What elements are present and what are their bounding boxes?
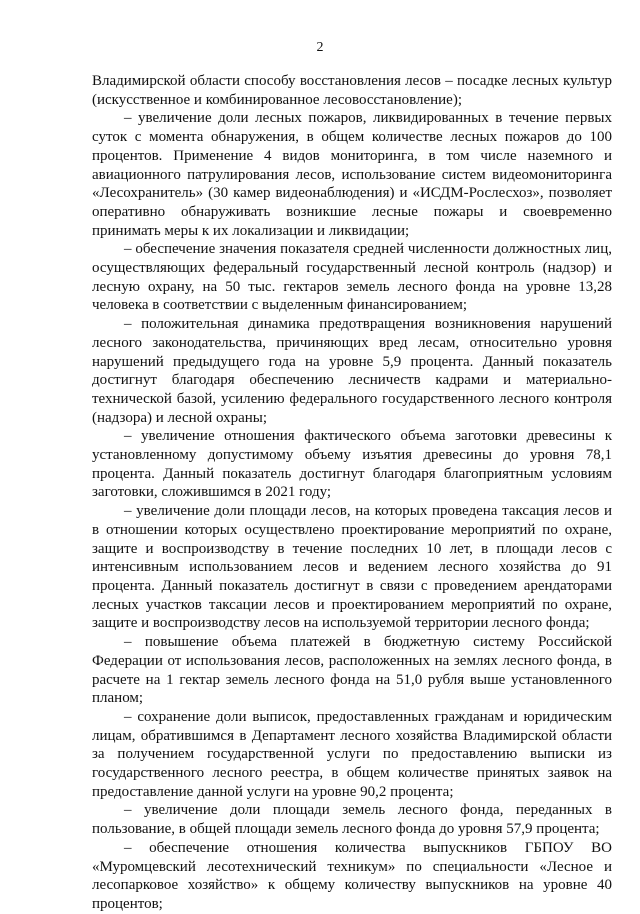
paragraph-timber-harvest: – увеличение отношения фактического объема заготовки древесины к установленному допустимому объему изъятия древесины до уровня 78,1 процента. Данный показатель достигнут благодаря благоприятным условиям заготовки, сложившимся в 2021 году; — [92, 428, 612, 501]
paragraph-forest-fires: – увеличение доли лесных пожаров, ликвидированных в течение первых суток с момента обнаружения, в общем количестве лесных пожаров до 100 процентов. Применение 4 видов мониторинга, в том числе наземного и авиационного патрулирования лесов, использование систем видеомониторинга «Лесохранитель» (30 камер видеонаблюдения) и «ИСДМ-Рослесхоз», позволяет оперативно обнаруживать возникшие лесные пожары и своевременно принимать меры к их локализации и ликвидации; — [92, 110, 612, 239]
paragraph-budget-payments: – повышение объема платежей в бюджетную систему Российской Федерации от использования лесов, расположенных на землях лесного фонда, в расчете на 1 гектар земель лесного фонда на 51,0 рубля выше установленного планом; — [92, 634, 612, 707]
paragraph-graduates: – обеспечение отношения количества выпускников ГБПОУ ВО «Муромцевский лесотехнический техникум» по специальности «Лесное и лесопарковое хозяйство» к общему количеству выпускников на уровне 40 процентов; — [92, 839, 612, 912]
paragraph-registry-extracts: – сохранение доли выписок, предоставленных гражданам и юридическим лицам, обратившимся в Департамент лесного хозяйства Владимирской области за получением государственной услуги по предоставлению выписки из государственного лесного реестра, в общем количестве принятых заявок на предоставление данной услуги на уровне 90,2 процента; — [92, 708, 612, 800]
paragraph-land-use-share: – увеличение доли площади земель лесного фонда, переданных в пользование, в общей площади земель лесного фонда до уровня 57,9 процента; — [92, 802, 612, 838]
paragraph-forest-control-staff: – обеспечение значения показателя средней численности должностных лиц, осуществляющих федеральный государственный лесной контроль (надзор) и лесную охрану, на 50 тыс. гектаров земель лесного фонда на уровне 13,28 человека в соответствии с выделенным финансированием; — [92, 241, 612, 314]
document-body — [92, 72, 612, 914]
page-number: 2 — [316, 40, 324, 55]
paragraph-continuation: Владимирской области способу восстановления лесов – посадке лесных культур (искусственное и комбинированное лесовосстановление); — [92, 73, 612, 108]
paragraph-forest-inventory: – увеличение доли площади лесов, на которых проведена таксация лесов и в отношении которых осуществлено проектирование мероприятий по охране, защите и воспроизводству в течение последних 10 лет, в площади лесов с интенсивным использованием лесов и ведением лесного хозяйства до 91 процента. Данный показатель достигнут в связи с проведением арендаторами лесных участков таксации лесов и проектированием мероприятий по охране, защите и воспроизводству лесов на используемой территории лесного фонда; — [92, 503, 612, 632]
paragraph-violations-prevention: – положительная динамика предотвращения возникновения нарушений лесного законодательства, причиняющих вред лесам, относительно уровня нарушений предыдущего года на уровне 5,9 процента. Данный показатель достигнут благодаря обеспечению лесничеств кадрами и материально-технической базой, усилению федерального государственного лесного контроля (надзора) и лесной охраны; — [92, 316, 612, 426]
